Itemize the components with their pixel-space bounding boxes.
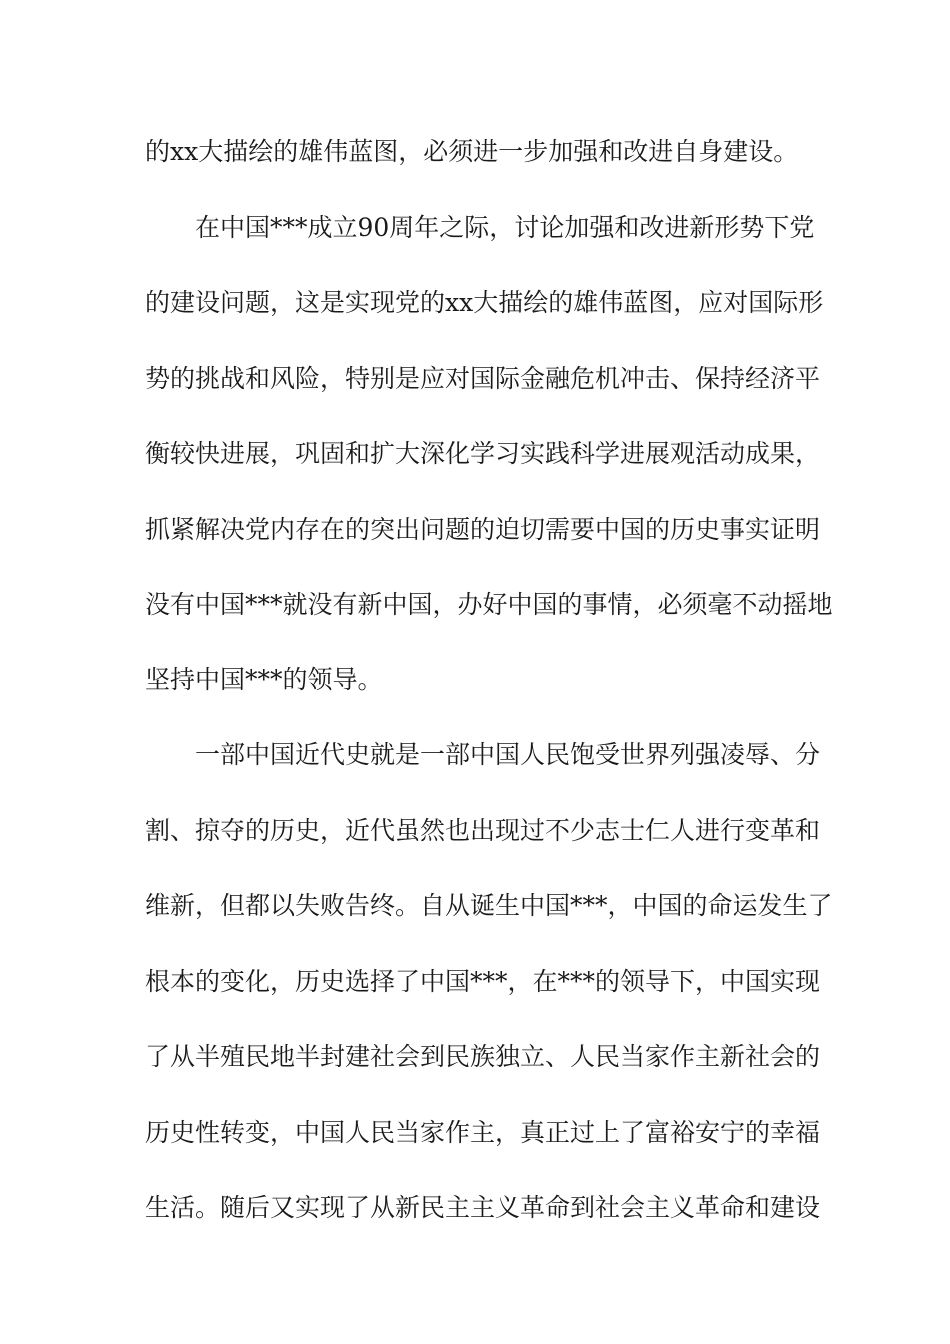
text-line: 势的挑战和风险，特别是应对国际金融危机冲击、保持经济平 <box>145 364 821 393</box>
text-line: 坚持中国***的领导。 <box>145 665 383 694</box>
text-line: 抓紧解决党内存在的突出问题的迫切需要中国的历史事实证明 <box>145 515 821 544</box>
text-line: 了从半殖民地半封建社会到民族独立、人民当家作主新社会的 <box>145 1042 821 1071</box>
text-line: 在中国***成立90周年之际，讨论加强和改进新形势下党 <box>195 213 815 242</box>
text-line: 割、掠夺的历史，近代虽然也出现过不少志士仁人进行变革和 <box>145 816 821 845</box>
text-line: 没有中国***就没有新中国，办好中国的事情，必须毫不动摇地 <box>145 590 833 619</box>
text-line: 生活。随后又实现了从新民主主义革命到社会主义革命和建设 <box>145 1193 821 1222</box>
text-line: 的xx大描绘的雄伟蓝图，必须进一步加强和改进自身建设。 <box>145 137 799 166</box>
text-line: 一部中国近代史就是一部中国人民饱受世界列强凌辱、分 <box>195 740 821 769</box>
text-line: 的建设问题，这是实现党的xx大描绘的雄伟蓝图，应对国际形 <box>145 288 824 317</box>
text-line: 维新，但都以失败告终。自从诞生中国***，中国的命运发生了 <box>145 891 833 920</box>
text-line: 根本的变化，历史选择了中国***，在***的领导下，中国实现 <box>145 967 821 996</box>
text-line: 历史性转变，中国人民当家作主，真正过上了富裕安宁的幸福 <box>145 1118 821 1147</box>
text-line: 衡较快进展，巩固和扩大深化学习实践科学进展观活动成果， <box>145 439 821 468</box>
